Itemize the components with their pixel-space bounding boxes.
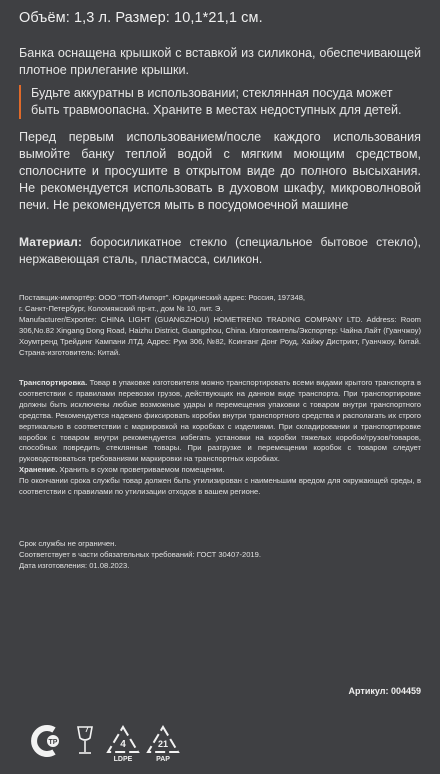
usage-instructions: Перед первым использованием/после каждого использования вымойте банку теплой водой с мягким моющим средством, сполосните и просушите в открытом виде до полного высыхания. Не рекомендуется использовать в духовом шкафу, микроволновой печи. Не рекомендуется мыть в посудомоечной машине [19, 130, 421, 212]
material-label: Материал: [19, 235, 82, 249]
safety-warning [19, 85, 421, 119]
supplier-info [19, 293, 421, 358]
volume-size-header: Объём: 1,3 л. Размер: 10,1*21,1 см. [19, 10, 263, 26]
recycle-pap-icon [143, 724, 183, 763]
service-life-info [19, 539, 421, 572]
manufacture-date-line: Дата изготовления: 01.08.2023. [19, 560, 130, 570]
recycle-ldpe-icon [103, 724, 143, 763]
ldpe-code: 4 [120, 739, 126, 750]
material-text: боросиликатное стекло (специальное бытовое стекло), нержавеющая сталь, пластмасса, силикон. [19, 235, 421, 266]
disposal-text: По окончании срока службы товар должен быть утилизирован с наименьшим вредом для окружающей среды, в соответствии с правилами по утилизации отходов в вашем регионе. [19, 476, 421, 497]
manufacturer-info: Manufacturer/Exporter: CHINA LIGHT (GUANGZHOU) HOMETREND TRADING COMPANY LTD. Address: Room 306,No.82 Xingang Dong Road, Haizhu District, Guangzhou, China. Изготовитель/Экспортер: Чайна Лайт (Гуанчжоу) Хоумтренд Трейдинг Кампани ЛТД. Адрес: Рум 306, №82, Ксинганг Донг Роуд, Хайжу Дистрикт, Гуанчжоу, Китай. Страна-изготовитель: Китай. [19, 314, 421, 357]
supplier-line-2: г. Санкт-Петербург, Коломяжский пр-кт., дом № 10, лит. Э. [19, 303, 223, 313]
storage-label: Хранение. [19, 465, 58, 475]
safety-warning-text: Будьте аккуратны в использовании; стеклянная посуда может быть травмоопасна. Храните в местах недоступных для детей. [31, 86, 402, 117]
transport-label: Транспортировка. [19, 378, 88, 387]
article-number: Артикул: 004459 [348, 686, 421, 696]
svg-text:ТР: ТР [48, 739, 58, 746]
pap-code: 21 [157, 739, 169, 749]
ldpe-label: LDPE [113, 756, 133, 763]
pap-label: PAP [156, 756, 170, 763]
lid-description: Банка оснащена крышкой с вставкой из силикона, обеспечивающей плотное прилегание крышки. [19, 46, 421, 77]
standard-line: Соответствует в части обязательных требований: ГОСТ 30407-2019. [19, 549, 261, 559]
service-life-line: Срок службы не ограничен. [19, 539, 117, 548]
eac-tr-icon [30, 724, 64, 758]
material-info [19, 234, 421, 268]
transport-text: Товар в упаковке изготовителя можно транспортировать всеми видами крытого транспорта в соответствии с правилами перевозки грузов, действующих на данном виде транспорта. При транспортировке должны быть исключены любые возможные удары и перемещения упаковки с товаром внутри транспортного средства. Рекомендуется надежно фиксировать коробки внутри транспортного средства и располагать их строго вертикально в соответствии с маркировкой на коробках с изделиями. При складировании и транспортировке коробок с товаром внутри рекомендуется избегать установки на коробки тяжелых коробок/грузов/товаров, способных повредить стеклянные товары. При разгрузке и перемещении коробок с товаром следует руководствоваться требованиями маркировки на транспортных коробках. [19, 378, 421, 464]
transport-info [19, 378, 421, 498]
certification-icons [19, 724, 239, 768]
supplier-line-1: Поставщик-импортёр: ООО "ТОП-Импорт". Юридический адрес: Россия, 197348, [19, 293, 306, 302]
storage-text: Хранить в сухом проветриваемом помещении. [59, 465, 225, 475]
glass-fragile-icon [73, 724, 97, 758]
